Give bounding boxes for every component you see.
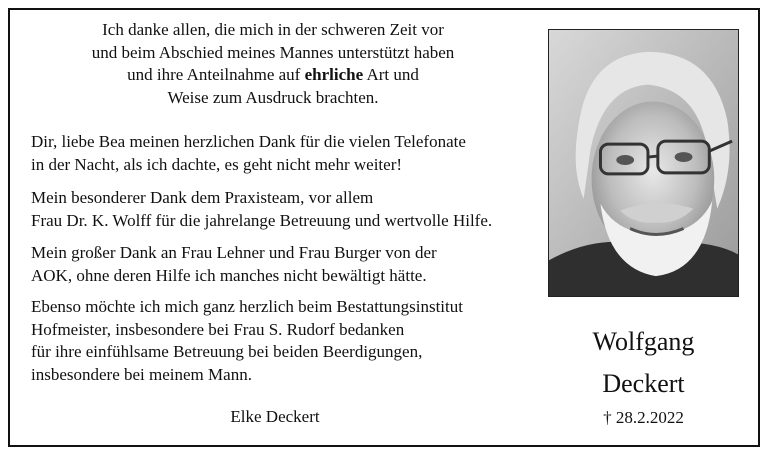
signer-name: Elke Deckert: [230, 407, 320, 426]
death-date: † 28.2.2022: [603, 408, 684, 427]
thanks-paragraph-aok: [31, 242, 521, 287]
intro-line-2: und beim Abschied meines Mannes unterstützt haben: [91, 42, 455, 62]
paragraph-line: Mein besonderer Dank dem Praxisteam, vor allem: [31, 188, 374, 207]
portrait-photo: [548, 29, 739, 297]
paragraph-line: in der Nacht, als ich dachte, es geht nicht mehr weiter!: [31, 154, 403, 174]
intro-line-1: Ich danke allen, die mich in der schweren Zeit vor: [102, 20, 444, 39]
paragraph-line: insbesondere bei meinem Mann.: [31, 364, 252, 384]
deceased-first-name: Wolfgang: [592, 327, 695, 356]
portrait-photo-icon: [549, 30, 738, 296]
paragraph-line: für ihre einfühlsame Betreuung bei beiden Beerdigungen,: [31, 342, 423, 361]
paragraph-line: Ebenso möchte ich mich ganz herzlich beim Bestattungsinstitut: [31, 297, 463, 316]
paragraph-line: Dir, liebe Bea meinen herzlichen Dank für die vielen Telefonate: [31, 132, 466, 151]
intro-line-4: Weise zum Ausdruck brachten.: [167, 87, 379, 107]
deceased-last-name: Deckert: [602, 369, 685, 398]
intro-emphasis: ehrliche: [304, 65, 364, 84]
paragraph-line: AOK, ohne deren Hilfe ich manches nicht bewältigt hätte.: [31, 265, 427, 285]
paragraph-line: Frau Dr. K. Wolff für die jahrelange Betreuung und wertvolle Hilfe.: [31, 210, 493, 230]
paragraph-line: Hofmeister, insbesondere bei Frau S. Rudorf bedanken: [31, 319, 405, 339]
thanks-paragraph-practice: [31, 187, 521, 232]
paragraph-line: Mein großer Dank an Frau Lehner und Frau Burger von der: [31, 243, 437, 262]
intro-line-3: [30, 64, 516, 87]
thanks-paragraph-bea: [31, 131, 521, 176]
thanks-paragraph-funeral-home: [31, 296, 521, 386]
intro-line-3-end: Art und: [363, 65, 419, 84]
intro-line-3-start: und ihre Anteilnahme auf: [127, 65, 305, 84]
intro-text: [30, 19, 516, 109]
